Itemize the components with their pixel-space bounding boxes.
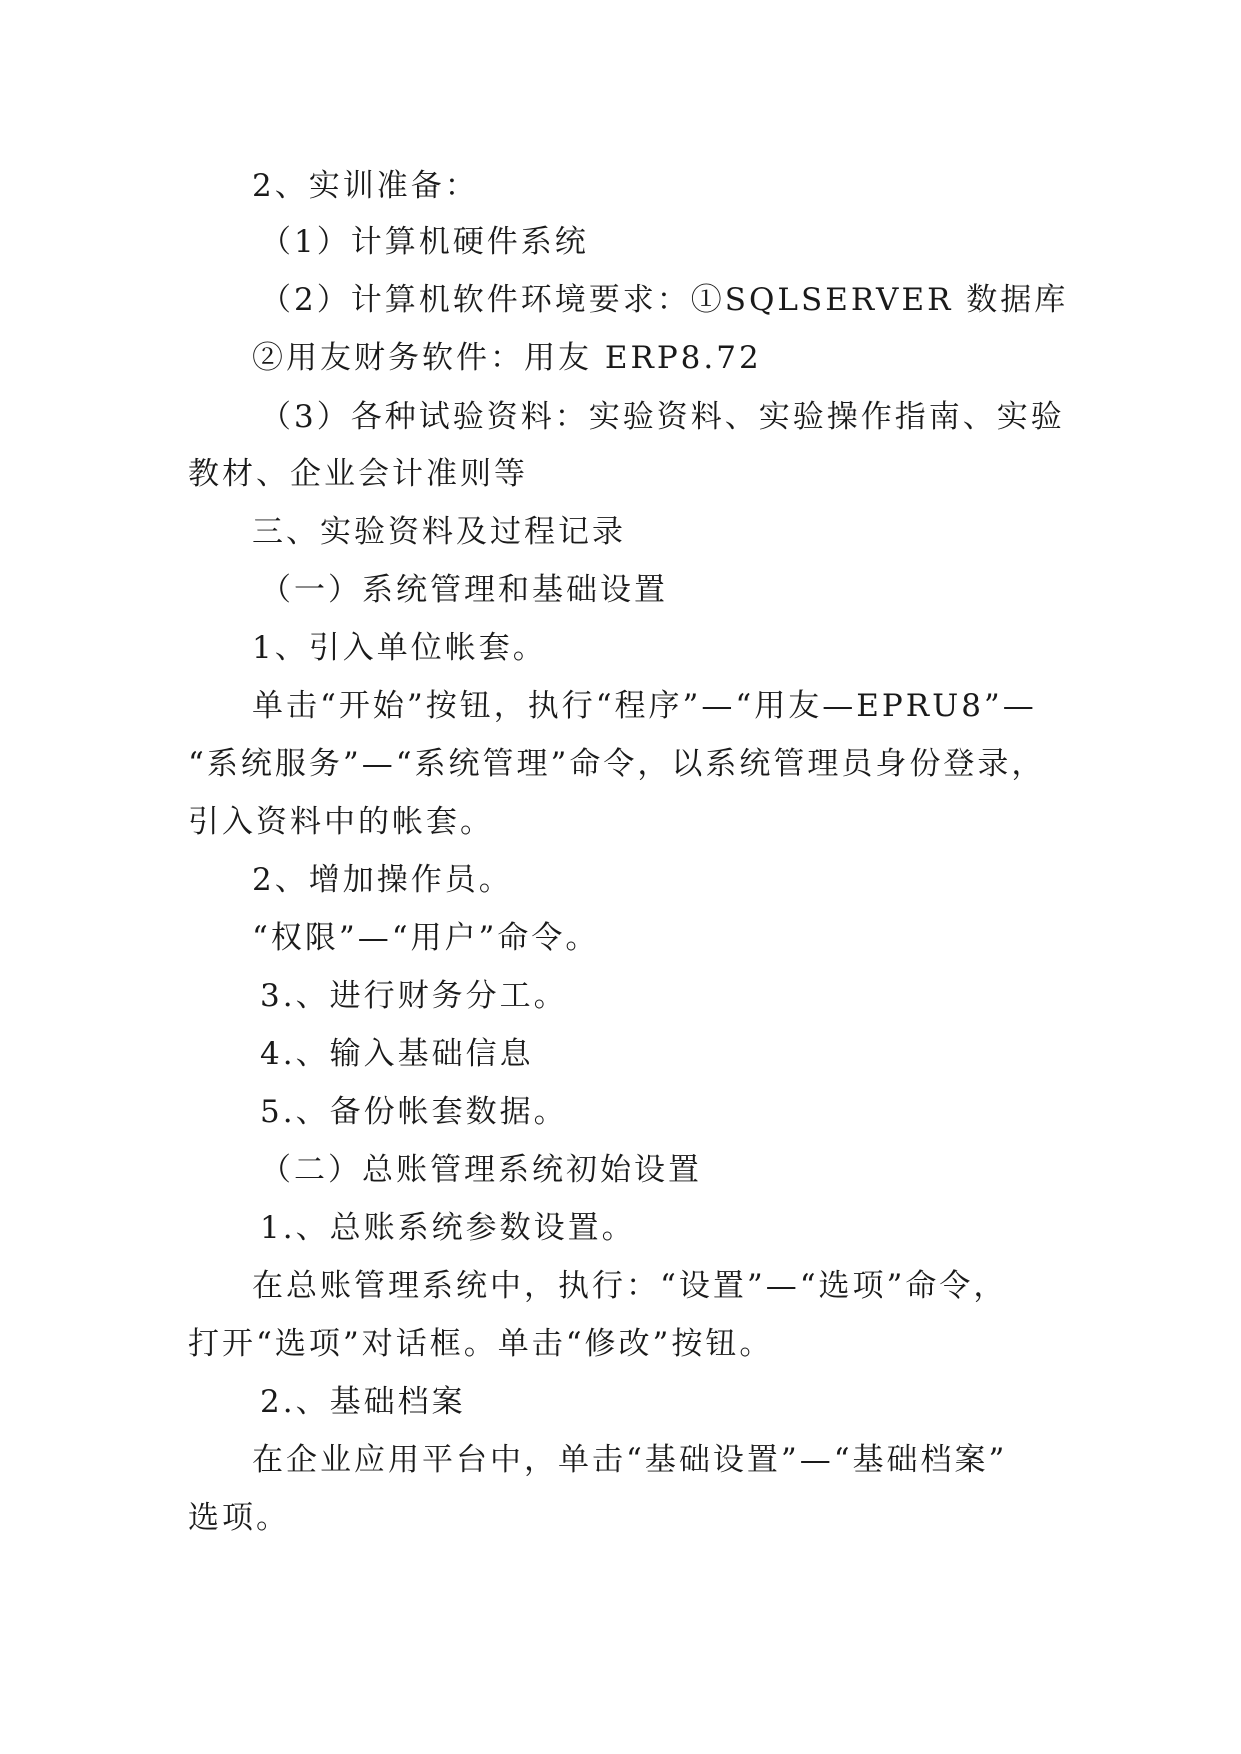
step-heading-import-account: 1、引入单位帐套。 — [252, 630, 547, 666]
step-heading-ledger-parameters: 1.、总账系统参数设置。 — [260, 1210, 636, 1246]
list-item-software-erp: ②用友财务软件：用友 ERP8.72 — [252, 340, 762, 376]
list-item-materials: （3）各种试验资料：实验资料、实验操作指南、实验 — [260, 399, 1065, 435]
step-heading-division-of-labor: 3.、进行财务分工。 — [260, 978, 568, 1014]
paragraph-line: 单击“开始”按钮，执行“程序”—“用友—EPRU8”— — [252, 688, 1037, 724]
list-item-software: （2）计算机软件环境要求：①SQLSERVER 数据库 — [260, 282, 1069, 318]
list-item-materials-continued: 教材、企业会计准则等 — [188, 456, 528, 492]
paragraph-line: 在企业应用平台中，单击“基础设置”—“基础档案” — [252, 1442, 1008, 1478]
paragraph-line: 引入资料中的帐套。 — [188, 804, 494, 840]
subsection-heading-general-ledger: （二）总账管理系统初始设置 — [260, 1152, 702, 1188]
step-heading-backup: 5.、备份帐套数据。 — [260, 1094, 568, 1130]
step-heading-basic-info: 4.、输入基础信息 — [260, 1036, 534, 1072]
step-heading-add-operator: 2、增加操作员。 — [252, 862, 513, 898]
paragraph-line: 在总账管理系统中，执行：“设置”—“选项”命令， — [252, 1268, 1008, 1304]
paragraph-line: “系统服务”—“系统管理”命令，以系统管理员身份登录， — [188, 746, 1046, 782]
step-heading-basic-archives: 2.、基础档案 — [260, 1384, 466, 1420]
section-heading-experiment-records: 三、实验资料及过程记录 — [252, 514, 626, 550]
subsection-heading-system-management: （一）系统管理和基础设置 — [260, 572, 668, 608]
section-heading-training-preparation: 2、实训准备： — [252, 168, 479, 204]
paragraph-line: 打开“选项”对话框。单击“修改”按钮。 — [188, 1326, 774, 1362]
list-item-hardware: （1）计算机硬件系统 — [260, 224, 589, 260]
paragraph-line: 选项。 — [188, 1500, 290, 1536]
paragraph-line: “权限”—“用户”命令。 — [252, 920, 600, 956]
